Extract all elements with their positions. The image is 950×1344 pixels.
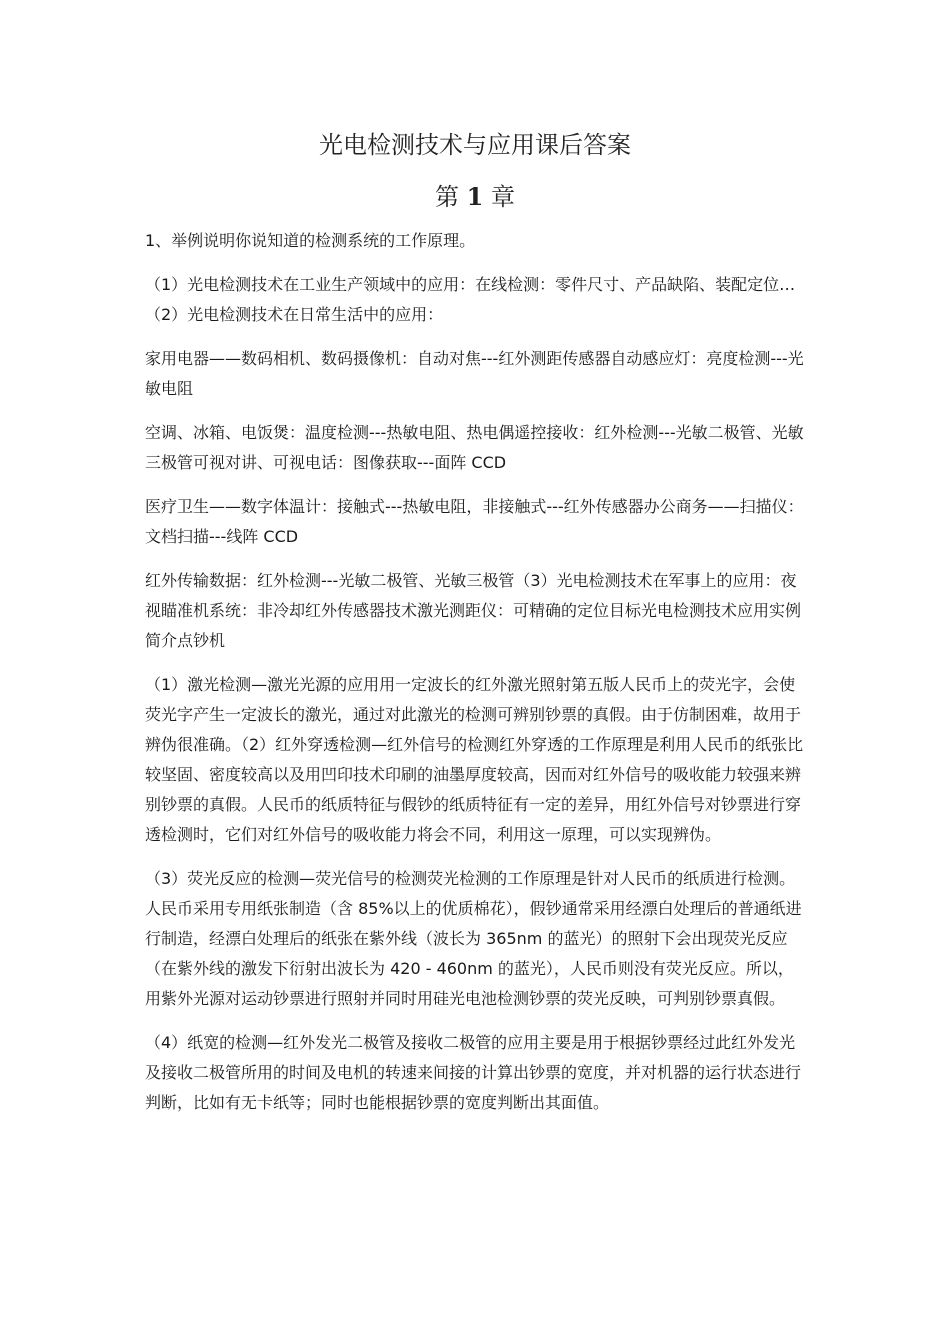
question-text: 1、举例说明你说知道的检测系统的工作原理。	[145, 231, 476, 250]
paragraph: （1）激光检测—激光光源的应用用一定波长的红外激光照射第五版人民币上的荧光字，会使荧光字产生一定波长的激光，通过对此激光的检测可辨别钞票的真假。由于仿制困难，故用于辨伪很准确。（2）红外穿透检测—红外信号的检测红外穿透的工作原理是利用人民币的纸张比较坚固、密度较高以及用凹印技术印刷的油墨厚度较高，因而对红外信号的吸收能力较强来辨别钞票的真假。人民币的纸质特征与假钞的纸质特征有一定的差异，用红外信号对钞票进行穿透检测时，它们对红外信号的吸收能力将会不同，利用这一原理，可以实现辨伪。	[145, 675, 804, 844]
paragraph: （3）荧光反应的检测—荧光信号的检测荧光检测的工作原理是针对人民币的纸质进行检测。人民币采用专用纸张制造（含 85%以上的优质棉花），假钞通常采用经漂白处理后的普通纸进行制造，经漂白处理后的纸张在紫外线（波长为 365nm 的蓝光）的照射下会出现荧光反应（在紫外线的激发下衍射出波长为 420 - 460nm 的蓝光），人民币则没有荧光反应。所以，用紫外光源对运动钞票进行照射并同时用硅光电池检测钞票的荧光反映，可判别钞票真假。	[145, 869, 802, 1008]
paragraph: 红外传输数据：红外检测---光敏二极管、光敏三极管（3）光电检测技术在军事上的应用：夜视瞄准机系统：非冷却红外传感器技术激光测距仪：可精确的定位目标光电检测技术应用实例简介点钞机	[145, 571, 802, 650]
paragraph: 医疗卫生——数字体温计：接触式---热敏电阻，非接触式---红外传感器办公商务——扫描仪：文档扫描---线阵 CCD	[145, 497, 804, 546]
paragraph: 空调、冰箱、电饭煲：温度检测---热敏电阻、热电偶遥控接收：红外检测---光敏二极管、光敏三极管可视对讲、可视电话：图像获取---面阵 CCD	[145, 423, 804, 472]
chapter-heading	[0, 180, 950, 214]
chapter-number: 1	[466, 182, 484, 211]
document-title: 光电检测技术与应用课后答案	[319, 131, 631, 159]
paragraph: 家用电器——数码相机、数码摄像机：自动对焦---红外测距传感器自动感应灯：亮度检测---光敏电阻	[145, 349, 804, 398]
paragraph: （4）纸宽的检测—红外发光二极管及接收二极管的应用主要是用于根据钞票经过此红外发光及接收二极管所用的时间及电机的转速来间接的计算出钞票的宽度，并对机器的运行状态进行判断，比如有无卡纸等；同时也能根据钞票的宽度判断出其面值。	[145, 1033, 802, 1112]
chapter-suffix: 章	[490, 183, 515, 211]
document-body	[145, 226, 809, 1132]
paragraph: （1）光电检测技术在工业生产领域中的应用：在线检测：零件尺寸、产品缺陷、装配定位…（2）光电检测技术在日常生活中的应用：	[145, 275, 796, 324]
chapter-prefix: 第	[435, 183, 459, 211]
